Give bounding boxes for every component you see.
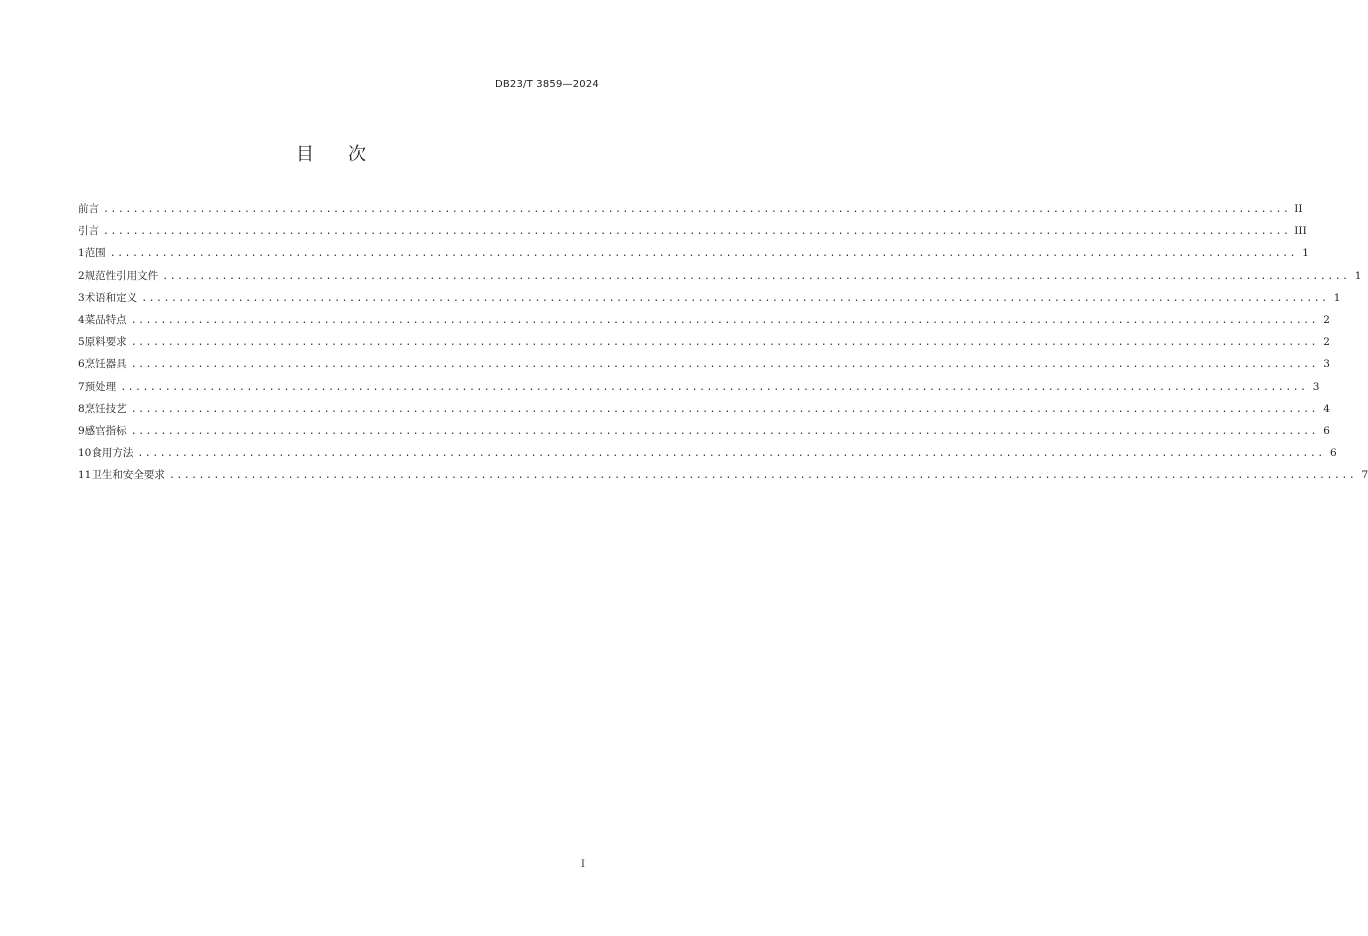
toc-entry-number: 7 <box>78 380 85 393</box>
toc-entry-normative-references[interactable] <box>78 267 1362 289</box>
toc-leader-dots: ................................................................................................................................................................ <box>130 425 1318 437</box>
toc-leader-dots: ................................................................................................................................................................ <box>103 226 1291 238</box>
document-code: DB23/T 3859—2024 <box>494 79 599 90</box>
toc-entry-page: 1 <box>1354 269 1362 282</box>
toc-entry-page: 7 <box>1361 469 1368 482</box>
toc-entry-number: 11 <box>78 469 92 482</box>
toc-entry-label: 原料要求 <box>84 336 127 349</box>
toc-entry-label: 术语和定义 <box>84 291 138 304</box>
toc-entry-number: 6 <box>78 358 85 371</box>
toc-entry-label: 预处理 <box>84 380 117 393</box>
toc-entry-serving-method[interactable] <box>78 444 1337 466</box>
toc-leader-dots: ................................................................................................................................................................ <box>103 204 1291 215</box>
toc-entry-number: 2 <box>78 269 85 282</box>
toc-entry-number: 5 <box>78 336 85 349</box>
toc-entry-pretreatment[interactable] <box>78 378 1320 400</box>
toc-entry-label: 食用方法 <box>91 447 134 460</box>
toc-entry-hygiene-safety[interactable] <box>78 466 1368 488</box>
toc-list <box>78 200 1368 488</box>
toc-entry-number: 8 <box>78 402 85 415</box>
toc-leader-dots: ................................................................................................................................................................ <box>130 314 1318 326</box>
toc-entry-number: 10 <box>78 447 92 460</box>
toc-entry-ingredient-requirements[interactable] <box>78 333 1330 355</box>
toc-entry-cooking-utensils[interactable] <box>78 355 1330 377</box>
toc-entry-number: 3 <box>78 291 85 304</box>
toc-entry-label: 范围 <box>84 247 106 260</box>
toc-entry-terms-definitions[interactable] <box>78 289 1341 311</box>
toc-entry-number: 1 <box>78 247 85 260</box>
toc-leader-dots: ................................................................................................................................................................ <box>120 381 1308 393</box>
toc-entry-sensory-indicators[interactable] <box>78 422 1330 444</box>
toc-entry-introduction[interactable] <box>78 222 1307 244</box>
toc-title <box>0 140 662 166</box>
toc-leader-dots: ................................................................................................................................................................ <box>168 470 1357 482</box>
toc-entry-page: III <box>1294 225 1307 238</box>
toc-entry-label: 菜品特点 <box>84 313 127 326</box>
toc-entry-page: 3 <box>1312 380 1320 393</box>
toc-title-char-1: 目 <box>296 144 314 165</box>
toc-entry-number: 9 <box>78 424 85 437</box>
toc-entry-foreword[interactable] <box>78 200 1303 222</box>
toc-entry-label: 烹饪器具 <box>84 358 127 371</box>
toc-entry-label: 引言 <box>78 225 99 238</box>
toc-entry-page: 1 <box>1333 291 1341 304</box>
toc-leader-dots: ................................................................................................................................................................ <box>141 292 1329 304</box>
toc-entry-label: 规范性引用文件 <box>84 269 159 282</box>
toc-title-char-2: 次 <box>348 144 366 165</box>
toc-entry-label: 前言 <box>78 203 99 215</box>
toc-leader-dots: ................................................................................................................................................................ <box>162 270 1350 282</box>
toc-entry-page: II <box>1294 203 1303 215</box>
toc-leader-dots: ................................................................................................................................................................ <box>130 403 1318 415</box>
toc-leader-dots: ................................................................................................................................................................ <box>137 448 1325 460</box>
toc-leader-dots: ................................................................................................................................................................ <box>130 337 1318 349</box>
toc-entry-page: 6 <box>1329 447 1337 460</box>
toc-entry-label: 感官指标 <box>84 424 127 437</box>
toc-entry-page: 6 <box>1323 424 1330 437</box>
toc-entry-cooking-technique[interactable] <box>78 400 1330 422</box>
toc-entry-label: 烹饪技艺 <box>84 402 127 415</box>
toc-entry-scope[interactable] <box>78 244 1309 266</box>
toc-entry-dish-features[interactable] <box>78 311 1330 333</box>
toc-entry-label: 卫生和安全要求 <box>91 469 165 482</box>
page-number: I <box>581 859 585 870</box>
toc-entry-page: 2 <box>1323 313 1330 326</box>
toc-entry-page: 2 <box>1323 336 1330 349</box>
toc-leader-dots: ................................................................................................................................................................ <box>130 359 1318 371</box>
toc-entry-page: 4 <box>1323 402 1330 415</box>
toc-leader-dots: ................................................................................................................................................................ <box>109 248 1297 260</box>
toc-entry-page: 1 <box>1302 247 1309 260</box>
toc-entry-number: 4 <box>78 313 85 326</box>
toc-entry-page: 3 <box>1323 358 1330 371</box>
